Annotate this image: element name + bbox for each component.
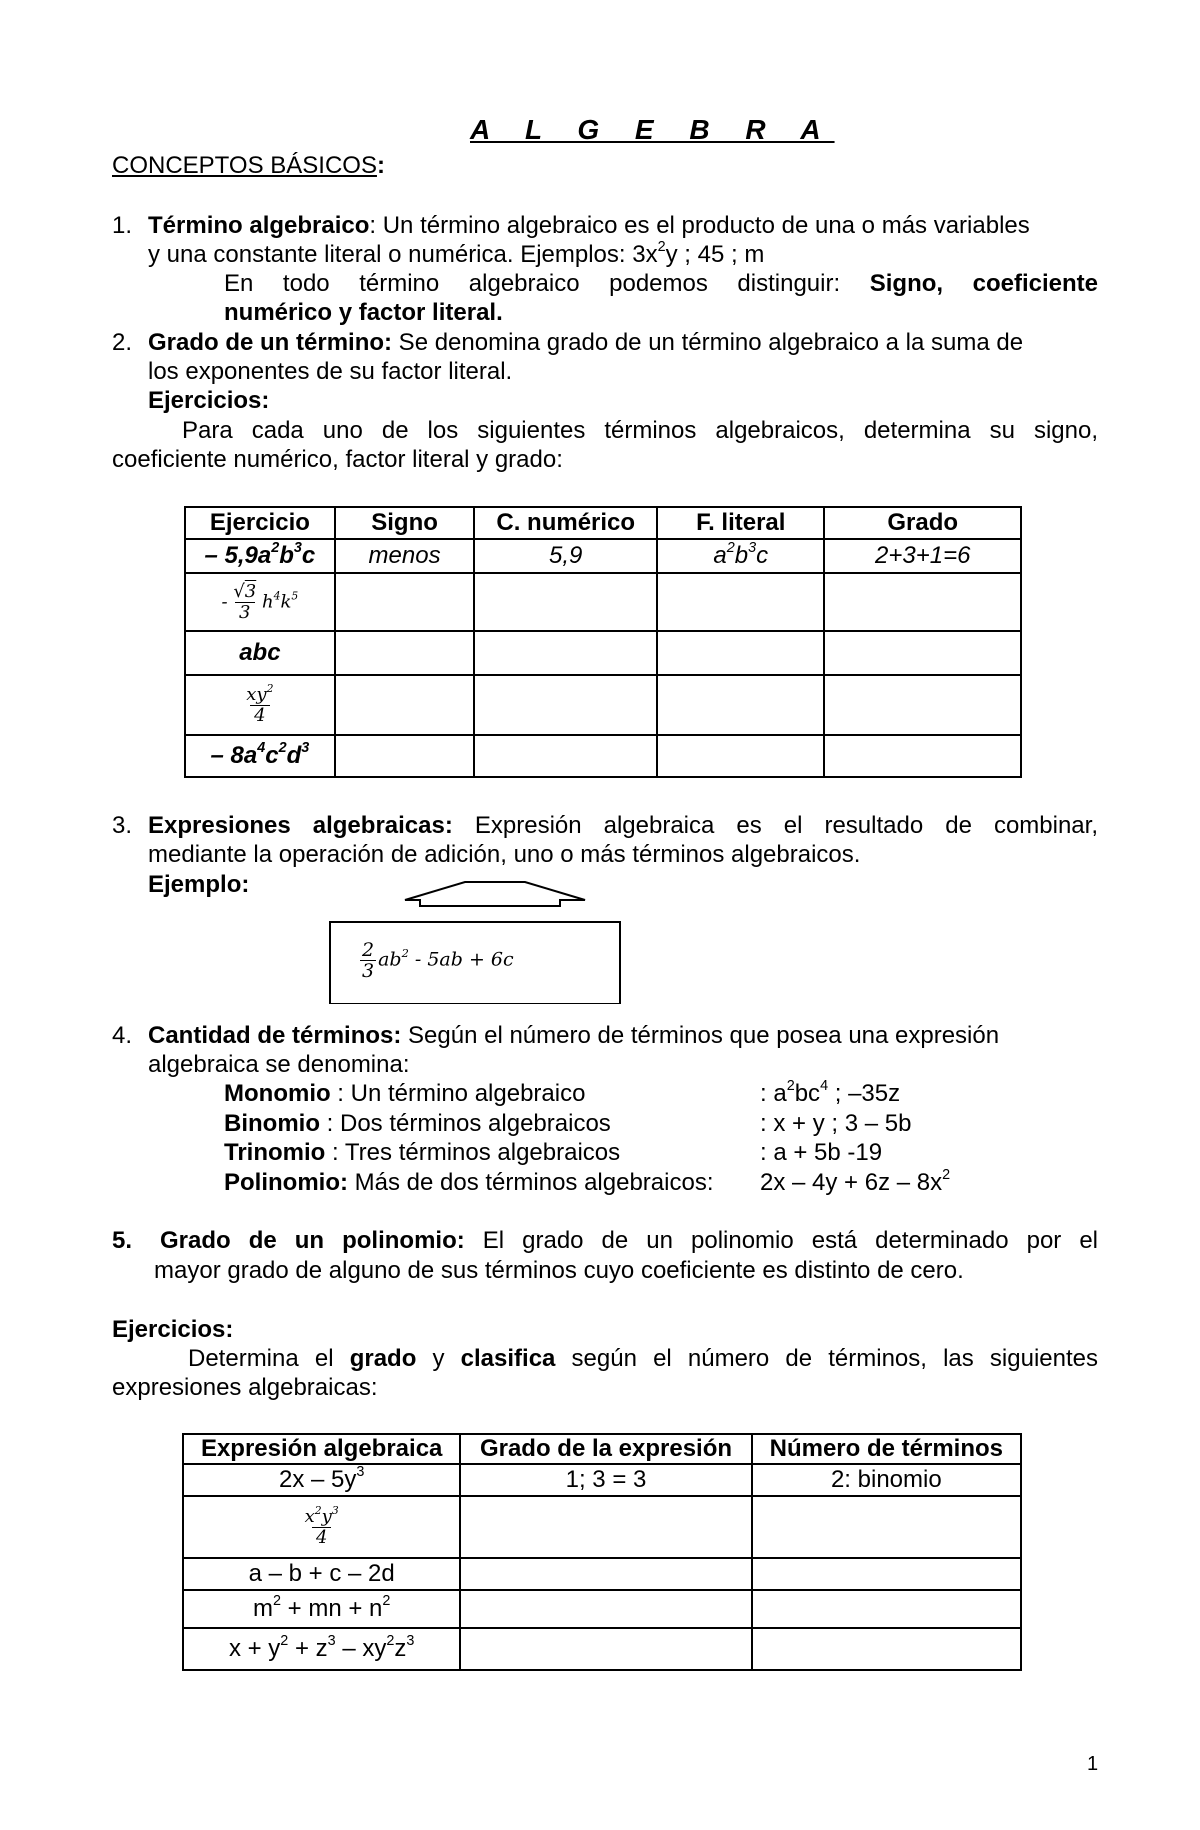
- section-4-line-2: algebraica se denomina:: [148, 1051, 410, 1078]
- cell-grado: 1; 3 = 3: [460, 1464, 751, 1496]
- cell-cnumerico: 5,9: [474, 539, 657, 573]
- cell-grado: [824, 675, 1021, 735]
- page-title: A L G E B R A: [470, 114, 835, 145]
- col-header-grado: Grado: [824, 507, 1021, 539]
- cell-grado: [824, 631, 1021, 675]
- cell-grado: [824, 573, 1021, 631]
- expressions-table: [182, 1433, 1022, 1671]
- cell-numero: [752, 1590, 1021, 1628]
- cell-grado: [460, 1496, 751, 1558]
- cell-fliteral: [657, 573, 824, 631]
- cell-numero: [752, 1628, 1021, 1670]
- section-2-instruction-1: Para cada uno de los siguientes términos algebraicos, determina su signo,: [182, 417, 1098, 444]
- cell-expresion: $m^2$ + mn + $n^2$: [183, 1590, 460, 1628]
- cell-signo: [335, 573, 475, 631]
- list-item: Binomio : Dos términos algebraicos: [224, 1110, 611, 1137]
- cell-expresion: $2x - 5y^3$: [183, 1464, 460, 1496]
- section-3-line-2: mediante la operación de adición, uno o más términos algebraicos.: [148, 841, 861, 868]
- table-row: [183, 1558, 1021, 1590]
- cell-cnumerico: [474, 675, 657, 735]
- page-number: 1: [1087, 1753, 1099, 1775]
- cell-ejercicio: abc: [185, 631, 335, 675]
- list-item-example: : x + y ; 3 – 5b: [760, 1110, 912, 1137]
- cell-ejercicio: $\frac{xy^2}{4}$: [185, 675, 335, 735]
- section-1-line-2: y una constante literal o numérica. Ejemplos: $3x^2y$ ; 45 ; m: [148, 239, 765, 268]
- cell-numero: [752, 1558, 1021, 1590]
- cell-grado: [460, 1558, 751, 1590]
- section-5-line-1: Grado de un polinomio: El grado de un polinomio está determinado por el: [160, 1227, 1098, 1254]
- section-1-distinguish: En todo término algebraico podemos distinguir: Signo, coeficiente: [224, 270, 1099, 297]
- table-row: [185, 675, 1021, 735]
- table-row: [183, 1628, 1021, 1670]
- section-2-line-1: Grado de un término: Se denomina grado de un término algebraico a la suma de: [148, 329, 1024, 356]
- section-5-number: 5.: [112, 1227, 133, 1254]
- cell-grado: [460, 1628, 751, 1670]
- cell-ejercicio: - $\frac{√3}{3}$ $h^4k^5$: [185, 573, 335, 631]
- section-1-line-1: Término algebraico: Un término algebraico es el producto de una o más variables: [148, 212, 1030, 239]
- table-row: [185, 539, 1021, 573]
- cell-signo: [335, 735, 475, 777]
- exercises-2-label: Ejercicios:: [112, 1316, 234, 1343]
- cell-fliteral: [657, 735, 824, 777]
- list-item-example: : $a^2bc^4$ ; –35z: [760, 1078, 901, 1107]
- example-expression: $\frac{2}{3}$ $ab^2 - 5ab + 6c$: [362, 939, 514, 982]
- col-header-ejercicio: Ejercicio: [185, 507, 335, 539]
- col-header-fliteral: F. literal: [657, 507, 824, 539]
- exercises-2-instruction-1: Determina el grado y clasifica según el número de términos, las siguientes: [188, 1345, 1098, 1372]
- list-item: Trinomio : Tres términos algebraicos: [224, 1139, 621, 1166]
- table-row: [183, 1464, 1021, 1496]
- subtitle: CONCEPTOS BÁSICOS:: [112, 152, 385, 179]
- table-row: [185, 573, 1021, 631]
- cell-numero: [752, 1496, 1021, 1558]
- section-3-example-label: Ejemplo:: [148, 871, 250, 898]
- cell-signo: [335, 675, 475, 735]
- cell-numero: 2: binomio: [752, 1464, 1021, 1496]
- section-3-line-1: Expresiones algebraicas: Expresión algebraica es el resultado de combinar,: [148, 812, 1098, 839]
- section-2-number: 2.: [112, 329, 133, 356]
- section-2-exercises-label: Ejercicios:: [148, 387, 270, 414]
- cell-cnumerico: [474, 573, 657, 631]
- cell-expresion: a – b + c – 2d: [183, 1558, 460, 1590]
- exercises-2-instruction-2: expresiones algebraicas:: [112, 1374, 378, 1401]
- section-2-line-2: los exponentes de su factor literal.: [148, 358, 513, 385]
- section-3-number: 3.: [112, 812, 133, 839]
- cell-fliteral: [657, 675, 824, 735]
- cell-signo: [335, 631, 475, 675]
- list-item: Polinomio: Más de dos términos algebraicos:: [224, 1169, 714, 1196]
- col-header-grado: Grado de la expresión: [460, 1434, 751, 1464]
- callout-arrow: [405, 882, 585, 906]
- section-4-number: 4.: [112, 1022, 133, 1049]
- section-2-instruction-2: coeficiente numérico, factor literal y grado:: [112, 446, 563, 473]
- section-5-line-2: mayor grado de alguno de sus términos cuyo coeficiente es distinto de cero.: [154, 1257, 964, 1284]
- table-row: [185, 631, 1021, 675]
- list-item-example: $2x - 4y + 6z - 8x^2$: [760, 1167, 951, 1196]
- table-row: [183, 1590, 1021, 1628]
- cell-grado: [460, 1590, 751, 1628]
- col-header-signo: Signo: [335, 507, 475, 539]
- cell-grado: 2+3+1=6: [824, 539, 1021, 573]
- section-1-distinguish-2: numérico y factor literal.: [224, 299, 503, 326]
- cell-signo: menos: [335, 539, 475, 573]
- col-header-numero: Número de términos: [752, 1434, 1021, 1464]
- table-row: [183, 1496, 1021, 1558]
- cell-cnumerico: [474, 631, 657, 675]
- terms-table: [184, 506, 1022, 778]
- col-header-expresion: Expresión algebraica: [183, 1434, 460, 1464]
- list-item: Monomio : Un término algebraico: [224, 1080, 586, 1107]
- cell-ejercicio: – $8a^4c^2d^3$: [185, 735, 335, 777]
- cell-fliteral: $a^2b^3c$: [657, 539, 824, 573]
- cell-expresion: $\frac{x^2y^3}{4}$: [183, 1496, 460, 1558]
- section-4-line-1: Cantidad de términos: Según el número de términos que posea una expresión: [148, 1022, 1000, 1049]
- table-row: [185, 735, 1021, 777]
- cell-expresion: $x + y^2 + z^3 - xy^2z^3$: [183, 1628, 460, 1670]
- cell-ejercicio: – $5,9a^2b^3c$: [185, 539, 335, 573]
- section-1-number: 1.: [112, 212, 133, 239]
- col-header-cnumerico: C. numérico: [474, 507, 657, 539]
- cell-cnumerico: [474, 735, 657, 777]
- table-header-row: [185, 507, 1021, 539]
- list-item-example: : a + 5b -19: [760, 1139, 883, 1166]
- cell-grado: [824, 735, 1021, 777]
- cell-fliteral: [657, 631, 824, 675]
- table-header-row: [183, 1434, 1021, 1464]
